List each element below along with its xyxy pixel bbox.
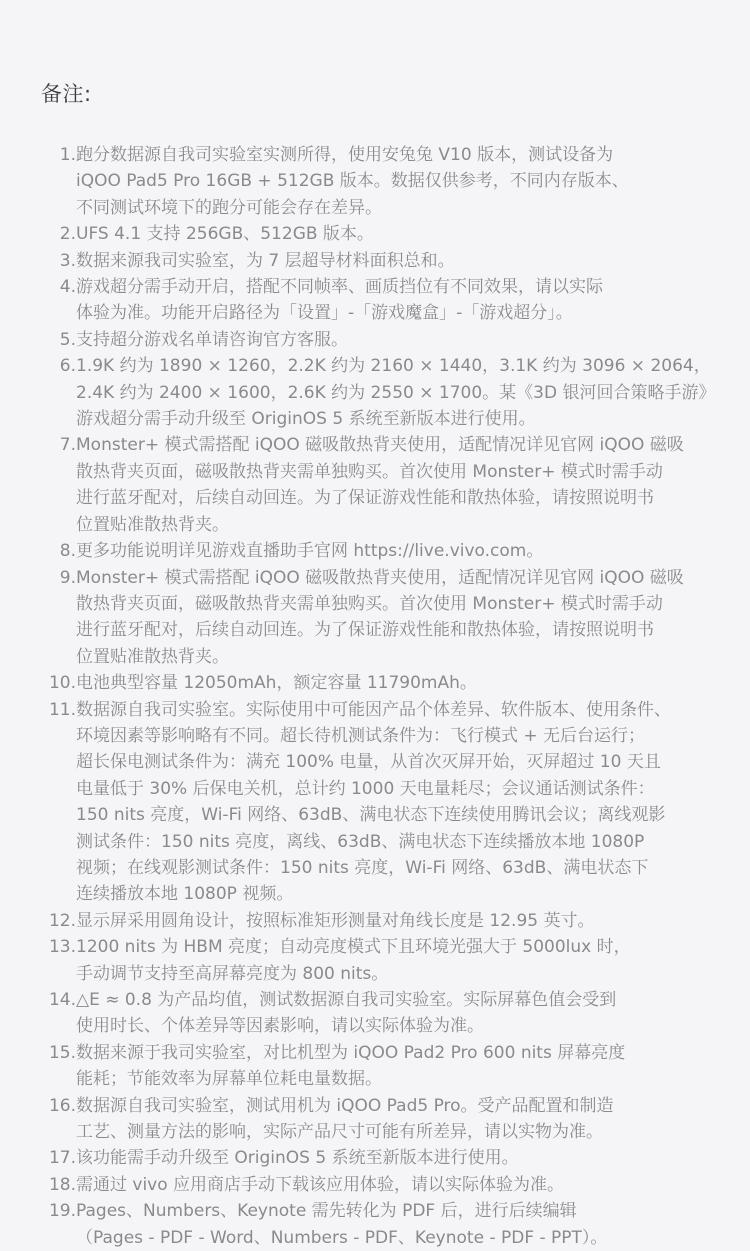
note-number: 5.: [59, 329, 76, 350]
note-line: 150 nits 亮度，Wi-Fi 网络、63dB、满电状态下连续使用腾讯会议；离线观影: [76, 805, 666, 826]
note-text: [76, 697, 724, 908]
note-number: 18.: [48, 1174, 76, 1195]
note-line: 显示屏采用圆角设计，按照标准矩形测量对角线长度是 12.95 英寸。: [76, 910, 595, 931]
note-number: 4.: [59, 277, 76, 298]
note-line: 数据来源我司实验室，为 7 层超导材料面积总和。: [76, 250, 455, 271]
note-text: [76, 565, 724, 671]
note-line: 环境因素等影响略有不同。超长待机测试条件为：飞行模式 + 无后台运行；: [76, 725, 646, 746]
note-item: [34, 221, 724, 247]
note-line: Pages、Numbers、Keynote 需先转化为 PDF 后，进行后续编辑: [76, 1201, 577, 1222]
note-text: [76, 987, 724, 1040]
note-line: 电池典型容量 12050mAh，额定容量 11790mAh。: [76, 673, 477, 694]
note-text: [76, 274, 724, 327]
note-line: 支持超分游戏名单请咨询官方客服。: [76, 329, 348, 350]
note-line: 散热背夹页面，磁吸散热背夹需单独购买。首次使用 Monster+ 模式时需手动: [76, 593, 663, 614]
note-number: 2.: [59, 224, 76, 245]
note-line: 位置贴准散热背夹。: [76, 514, 229, 535]
note-number: 3.: [59, 250, 76, 271]
note-text: [76, 1040, 724, 1093]
note-number: 13.: [48, 937, 76, 958]
note-text: [76, 432, 724, 538]
note-item: [34, 353, 724, 432]
note-item: [34, 934, 724, 987]
note-line: Monster+ 模式需搭配 iQOO 磁吸散热背夹使用，适配情况详见官网 iQOO 磁吸: [76, 435, 684, 456]
note-number: 1.: [59, 145, 76, 165]
note-text: [76, 934, 724, 987]
notes-list: [34, 142, 724, 1251]
note-number: 14.: [48, 990, 76, 1010]
note-item: [34, 432, 724, 538]
note-number: 15.: [48, 1042, 76, 1063]
note-line: 游戏超分需手动开启，搭配不同帧率、画质挡位有不同效果，请以实际: [76, 277, 603, 298]
note-number: 17.: [48, 1148, 76, 1169]
note-item: [34, 1172, 724, 1198]
note-item: [34, 1040, 724, 1093]
note-text: [76, 1093, 724, 1146]
note-text: [76, 327, 724, 353]
note-number: 9.: [59, 567, 76, 588]
note-line: iQOO Pad5 Pro 16GB + 512GB 版本。数据仅供参考，不同内存版本、: [76, 171, 629, 192]
note-text: [76, 248, 724, 274]
note-item: [34, 538, 724, 564]
note-item: [34, 327, 724, 353]
note-item: [34, 908, 724, 934]
note-line: 数据源自我司实验室，测试用机为 iQOO Pad5 Pro。受产品配置和制造: [76, 1095, 614, 1116]
note-line: 工艺、测量方法的影响，实际产品尺寸可能有所差异，请以实物为准。: [76, 1122, 603, 1143]
note-number: 16.: [48, 1095, 76, 1116]
note-text: [76, 353, 724, 432]
note-text: [76, 908, 724, 934]
note-number: 8.: [59, 541, 76, 562]
note-line: 体验为准。功能开启路径为「设置」-「游戏魔盒」-「游戏超分」。: [76, 303, 573, 324]
note-line: 数据来源于我司实验室，对比机型为 iQOO Pad2 Pro 600 nits 屏幕亮度: [76, 1042, 626, 1063]
note-line: 使用时长、个体差异等因素影响，请以实际体验为准。: [76, 1016, 484, 1037]
note-line: 测试条件：150 nits 亮度，离线、63dB、满电状态下连续播放本地 1080P: [76, 831, 645, 852]
note-text: [76, 538, 724, 564]
note-text: [76, 670, 724, 696]
notes-heading: 备注:: [41, 82, 92, 106]
note-item: [34, 1093, 724, 1146]
note-item: [34, 1145, 724, 1171]
note-text: [76, 1145, 724, 1171]
note-line: 进行蓝牙配对，后续自动回连。为了保证游戏性能和散热体验，请按照说明书: [76, 620, 654, 641]
note-item: [34, 1198, 724, 1251]
note-number: 12.: [48, 910, 76, 931]
note-line: 该功能需手动升级至 OriginOS 5 系统至新版本进行使用。: [76, 1148, 519, 1169]
note-item: [34, 987, 724, 1040]
note-text: [76, 1172, 724, 1198]
note-text: [76, 221, 724, 247]
note-item: [34, 248, 724, 274]
note-line: 2.4K 约为 2400 × 1600，2.6K 约为 2550 × 1700。某《3D 银河回合策略手游》: [76, 382, 716, 403]
note-line: 手动调节支持至高屏幕亮度为 800 nits。: [76, 963, 389, 984]
note-item: [34, 670, 724, 696]
note-item: [34, 697, 724, 908]
note-item: [34, 565, 724, 671]
note-line: 更多功能说明详见游戏直播助手官网 https://live.vivo.com。: [76, 541, 544, 562]
note-line: 跑分数据源自我司实验室实测所得，使用安兔兔 V10 版本，测试设备为: [76, 145, 614, 165]
note-line: △E ≈ 0.8 为产品均值，测试数据源自我司实验室。实际屏幕色值会受到: [76, 990, 617, 1010]
note-number: 7.: [59, 435, 76, 456]
note-line: 进行蓝牙配对，后续自动回连。为了保证游戏性能和散热体验，请按照说明书: [76, 488, 654, 509]
note-line: 能耗；节能效率为屏幕单位耗电量数据。: [76, 1069, 382, 1090]
note-text: [76, 142, 724, 221]
note-line: 超长保电测试条件为：满充 100% 电量，从首次灭屏开始，灭屏超过 10 天且: [76, 752, 661, 773]
note-line: 位置贴准散热背夹。: [76, 646, 229, 667]
note-line: UFS 4.1 支持 256GB、512GB 版本。: [76, 224, 374, 245]
note-item: [34, 274, 724, 327]
note-line: 连续播放本地 1080P 视频。: [76, 884, 294, 905]
note-line: 数据源自我司实验室。实际使用中可能因产品个体差异、软件版本、使用条件、: [76, 699, 671, 720]
note-number: 19.: [48, 1201, 76, 1222]
note-line: 视频；在线观影测试条件：150 nits 亮度，Wi-Fi 网络、63dB、满电状态下: [76, 857, 649, 878]
note-number: 10.: [48, 673, 76, 694]
note-line: 游戏超分需手动升级至 OriginOS 5 系统至新版本进行使用。: [76, 409, 536, 430]
note-line: （Pages - PDF - Word、Numbers - PDF、Keynote - PDF - PPT）。: [76, 1227, 608, 1248]
note-text: [76, 1198, 724, 1251]
note-line: 1.9K 约为 1890 × 1260，2.2K 约为 2160 × 1440，3.1K 约为 3096 × 2064，: [76, 356, 711, 377]
note-line: 1200 nits 为 HBM 亮度；自动亮度模式下且环境光强大于 5000lux 时，: [76, 937, 631, 958]
note-number: 11.: [48, 699, 76, 720]
note-item: [34, 142, 724, 221]
note-line: Monster+ 模式需搭配 iQOO 磁吸散热背夹使用，适配情况详见官网 iQOO 磁吸: [76, 567, 684, 588]
note-line: 电量低于 30% 后保电关机，总计约 1000 天电量耗尽；会议通话测试条件：: [76, 778, 655, 799]
note-number: 6.: [59, 356, 76, 377]
note-line: 不同测试环境下的跑分可能会存在差异。: [76, 197, 382, 218]
note-line: 需通过 vivo 应用商店手动下载该应用体验，请以实际体验为准。: [76, 1174, 565, 1195]
note-line: 散热背夹页面，磁吸散热背夹需单独购买。首次使用 Monster+ 模式时需手动: [76, 461, 663, 482]
